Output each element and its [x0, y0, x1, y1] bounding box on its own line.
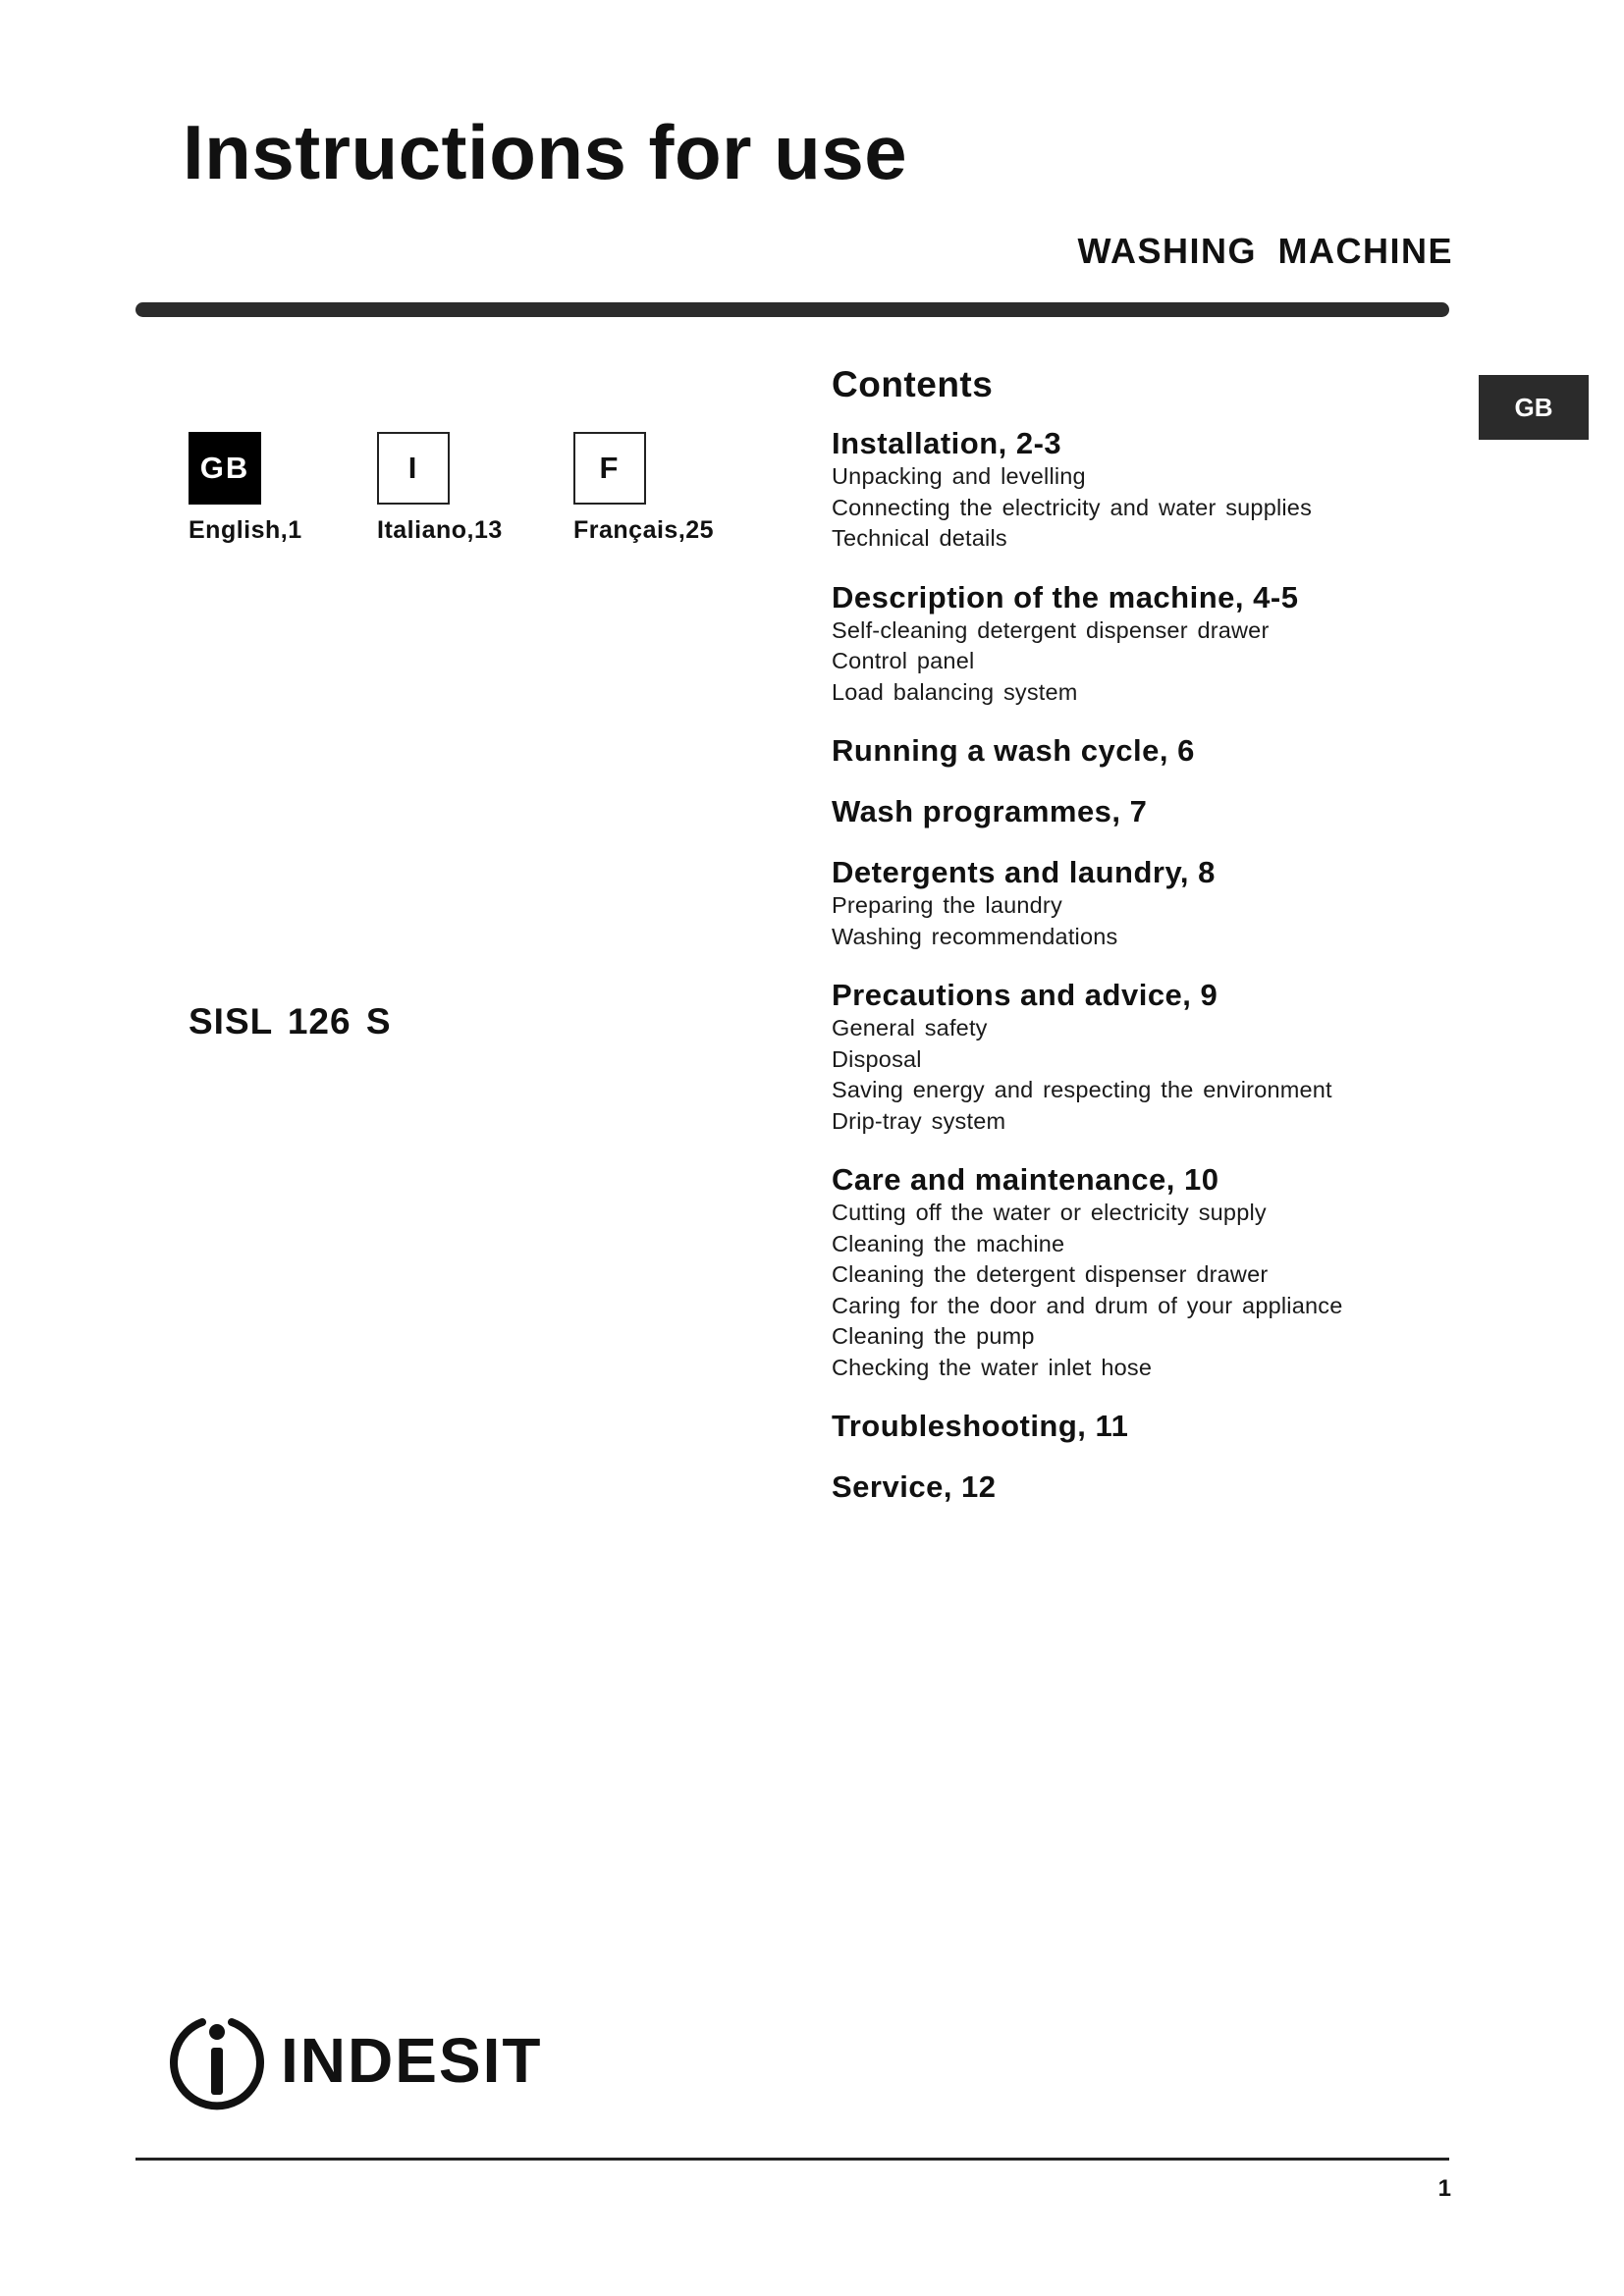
- contents-title: Contents: [832, 364, 994, 404]
- section-item: Self-cleaning detergent dispenser drawer: [832, 616, 1270, 643]
- contents-section-detergents: [832, 854, 1421, 952]
- indesit-logo: [167, 2010, 542, 2110]
- section-title: Detergents and laundry, 8: [832, 855, 1216, 889]
- contents-section-service: [832, 1468, 1421, 1505]
- language-f-label: Français,25: [573, 516, 715, 544]
- section-item: Control panel: [832, 648, 975, 673]
- section-item: Washing recommendations: [832, 923, 1118, 949]
- language-gb[interactable]: [189, 432, 375, 545]
- bottom-divider: [135, 2158, 1449, 2161]
- language-f-code: F: [573, 432, 646, 505]
- contents-section-troubleshooting: [832, 1408, 1421, 1444]
- section-item: Technical details: [832, 525, 1007, 551]
- page-number: 1: [1437, 2175, 1451, 2202]
- section-item: Saving energy and respecting the environment: [832, 1077, 1332, 1102]
- contents-section-running: [832, 732, 1421, 769]
- section-item: Drip-tray system: [832, 1107, 1006, 1134]
- page-title: Instructions for use: [183, 109, 908, 195]
- top-divider: [135, 302, 1449, 317]
- language-gb-label: English,1: [189, 516, 302, 544]
- language-gb-code: GB: [189, 432, 261, 505]
- section-title: Troubleshooting, 11: [832, 1409, 1129, 1443]
- section-title: Service, 12: [832, 1469, 997, 1504]
- section-item: Cleaning the machine: [832, 1230, 1065, 1256]
- section-item: Connecting the electricity and water supplies: [832, 494, 1313, 520]
- section-item: Preparing the laundry: [832, 892, 1062, 918]
- contents-section-description: [832, 579, 1421, 709]
- language-side-tab: GB: [1479, 375, 1589, 440]
- contents-section-installation: [832, 425, 1421, 555]
- table-of-contents: [832, 363, 1421, 1529]
- section-item: Load balancing system: [832, 678, 1078, 705]
- brand-name: INDESIT: [281, 2025, 543, 2096]
- indesit-logo-icon: [167, 2010, 267, 2110]
- contents-section-care: [832, 1161, 1421, 1383]
- language-i-code: I: [377, 432, 450, 505]
- section-item: Cutting off the water or electricity supply: [832, 1200, 1267, 1225]
- section-title: Description of the machine, 4-5: [832, 579, 1299, 614]
- section-item: Checking the water inlet hose: [832, 1354, 1153, 1380]
- contents-section-programmes: [832, 793, 1421, 829]
- language-i[interactable]: [377, 432, 564, 545]
- section-item: Cleaning the pump: [832, 1323, 1035, 1349]
- section-title: Running a wash cycle, 6: [832, 733, 1195, 768]
- section-item: Caring for the door and drum of your appliance: [832, 1292, 1343, 1318]
- model-number: SISL 126 S: [189, 1001, 392, 1041]
- language-f[interactable]: [573, 432, 760, 545]
- section-item: Disposal: [832, 1045, 922, 1072]
- section-title: Installation, 2-3: [832, 426, 1062, 460]
- contents-section-precautions: [832, 977, 1421, 1137]
- section-item: General safety: [832, 1015, 988, 1041]
- product-type: WASHING MACHINE: [1077, 231, 1453, 271]
- section-title: Precautions and advice, 9: [832, 978, 1218, 1012]
- section-item: Cleaning the detergent dispenser drawer: [832, 1261, 1269, 1287]
- section-title: Care and maintenance, 10: [832, 1162, 1219, 1197]
- language-i-label: Italiano,13: [377, 516, 503, 544]
- section-item: Unpacking and levelling: [832, 463, 1086, 489]
- section-title: Wash programmes, 7: [832, 794, 1148, 828]
